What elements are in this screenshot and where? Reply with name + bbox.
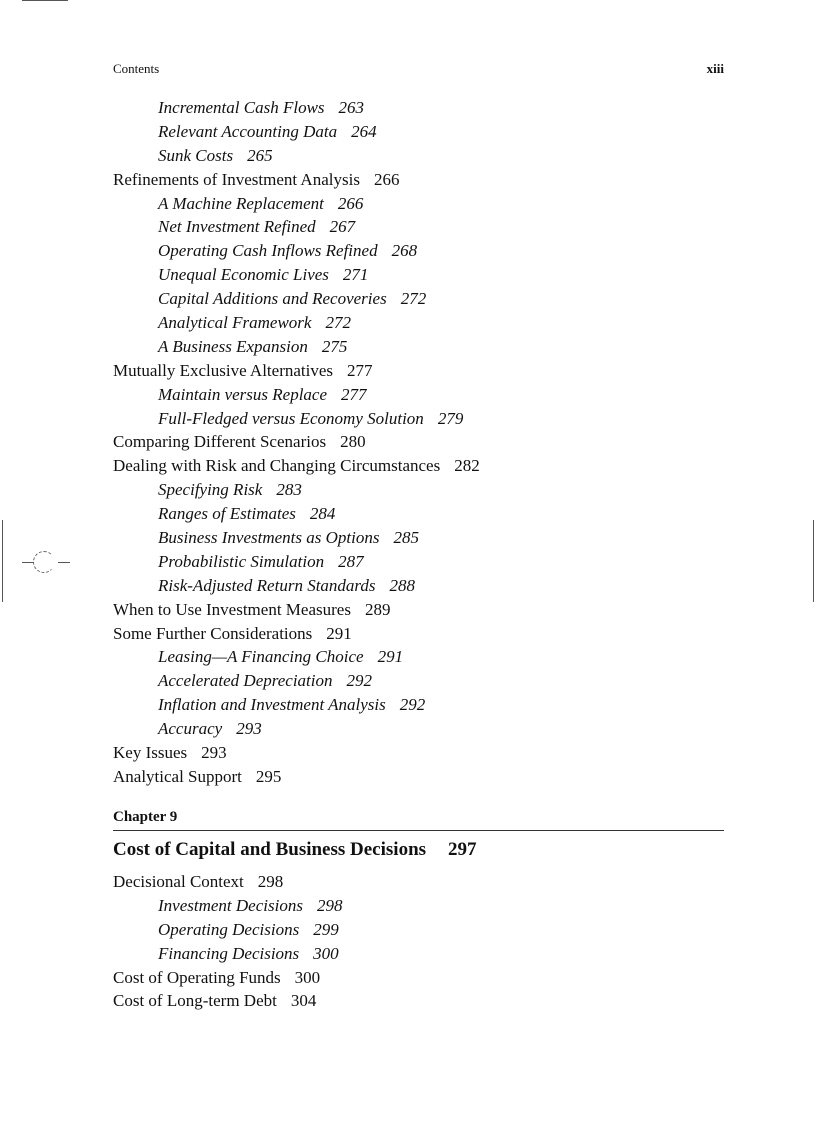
toc-subentry	[113, 645, 724, 669]
toc-entry-page: 293	[236, 719, 262, 739]
toc-entry-title: Unequal Economic Lives	[158, 265, 329, 285]
toc-entry-page: 292	[399, 695, 426, 715]
registration-mark-dash	[22, 562, 34, 563]
toc-subentry	[113, 192, 724, 216]
toc-entry-page: 298	[316, 895, 343, 915]
toc-entry-title: Leasing—A Financing Choice	[158, 647, 364, 667]
toc-entry-title: Incremental Cash Flows	[158, 98, 325, 117]
toc-entry-page: 292	[346, 671, 372, 691]
toc-subentry	[113, 942, 724, 966]
toc-entry-title: Dealing with Risk and Changing Circumstances	[113, 456, 441, 476]
toc-entry-title: Capital Additions and Recoveries	[158, 289, 387, 309]
toc-entry-title: Some Further Considerations	[113, 623, 313, 643]
toc-subentry	[113, 335, 724, 359]
toc-subentry	[113, 287, 724, 311]
toc-entry-title: Sunk Costs	[158, 145, 234, 165]
toc-entry-page: 266	[337, 193, 364, 213]
toc-entry-title: Specifying Risk	[158, 480, 263, 500]
toc-entry-page: 298	[257, 872, 284, 891]
toc-subentry	[113, 215, 724, 239]
toc-entry-title: A Machine Replacement	[158, 193, 324, 213]
toc-entry-page: 263	[338, 98, 365, 117]
toc-subentry	[113, 669, 724, 693]
toc-entry-title: Decisional Context	[113, 872, 244, 891]
toc-entry-title: Ranges of Estimates	[158, 504, 296, 524]
toc-entry-page: 300	[294, 967, 321, 987]
toc-subentry	[113, 693, 724, 717]
toc-subentry	[113, 96, 724, 120]
toc-entry	[113, 598, 724, 622]
toc-entry-page: 283	[276, 480, 302, 500]
registration-mark-icon	[33, 551, 55, 573]
toc-entry-title: Cost of Long-term Debt	[113, 991, 277, 1011]
toc-entry-title: Financing Decisions	[158, 943, 300, 963]
toc-entry-title: Relevant Accounting Data	[158, 121, 338, 141]
running-head	[113, 61, 724, 77]
toc-subentry	[113, 502, 724, 526]
toc-entry	[113, 430, 724, 454]
toc-entry-title: Maintain versus Replace	[158, 384, 328, 404]
registration-mark-dash	[58, 562, 70, 563]
toc-subentry	[113, 894, 724, 918]
toc-entry-page: 284	[309, 504, 336, 524]
toc-entry-page: 264	[351, 121, 377, 141]
chapter-contents-list	[113, 870, 724, 1013]
toc-entry	[113, 454, 724, 478]
crop-mark-left	[2, 520, 3, 602]
toc-entry-title: Operating Decisions	[158, 919, 300, 939]
running-head-page-number: xiii	[706, 61, 724, 76]
toc-subentry	[113, 918, 724, 942]
toc-entry-page: 293	[201, 743, 227, 763]
toc-entry-page: 271	[342, 265, 369, 285]
toc-entry-page: 277	[341, 384, 367, 404]
toc-entry	[113, 622, 724, 646]
toc-entry-title: Accelerated Depreciation	[158, 671, 333, 691]
toc-subentry	[113, 526, 724, 550]
toc-entry-title: Accuracy	[158, 719, 223, 739]
toc-subentry	[113, 717, 724, 741]
chapter-heading	[113, 806, 724, 868]
toc-entry-page: 304	[290, 991, 317, 1011]
chapter-rule	[113, 830, 724, 831]
toc-subentry	[113, 383, 724, 407]
contents-list	[113, 96, 724, 789]
toc-subentry	[113, 550, 724, 574]
toc-entry-page: 280	[340, 432, 366, 452]
toc-entry-page: 266	[373, 169, 400, 189]
chapter-label: Chapter 9	[113, 809, 178, 825]
crop-mark-right	[813, 520, 814, 602]
toc-entry-page: 272	[400, 289, 427, 309]
toc-entry-page: 289	[364, 599, 391, 619]
toc-entry-page: 299	[313, 919, 339, 939]
toc-entry	[113, 359, 724, 383]
toc-entry-page: 275	[321, 336, 348, 356]
toc-entry-title: Business Investments as Options	[158, 528, 380, 548]
toc-subentry	[113, 239, 724, 263]
toc-entry	[113, 966, 724, 990]
toc-entry	[113, 741, 724, 765]
toc-entry-title: Cost of Operating Funds	[113, 967, 281, 987]
toc-entry-page: 272	[325, 313, 351, 333]
toc-entry-title: When to Use Investment Measures	[113, 599, 351, 619]
toc-entry-title: Refinements of Investment Analysis	[113, 169, 360, 189]
toc-entry-page: 277	[347, 360, 373, 380]
toc-entry-page: 282	[454, 456, 480, 476]
toc-subentry	[113, 574, 724, 598]
toc-entry-page: 287	[338, 551, 364, 571]
toc-subentry	[113, 478, 724, 502]
toc-entry-page: 291	[377, 647, 404, 667]
toc-entry-page: 285	[393, 528, 419, 548]
toc-entry-page: 279	[437, 408, 464, 428]
toc-entry	[113, 870, 724, 894]
toc-entry-title: Inflation and Investment Analysis	[158, 695, 386, 715]
toc-entry-page: 295	[255, 766, 282, 786]
toc-entry-page: 300	[313, 943, 339, 963]
toc-subentry	[113, 407, 724, 431]
toc-entry-title: Full-Fledged versus Economy Solution	[158, 408, 424, 428]
toc-subentry	[113, 263, 724, 287]
toc-entry-page: 267	[329, 217, 356, 237]
chapter-title: Cost of Capital and Business Decisions	[113, 839, 427, 860]
toc-entry	[113, 989, 724, 1013]
toc-entry	[113, 765, 724, 789]
toc-entry-title: Key Issues	[113, 743, 188, 763]
chapter-page: 297	[448, 839, 477, 860]
toc-entry-title: Mutually Exclusive Alternatives	[113, 360, 334, 380]
toc-subentry	[113, 120, 724, 144]
toc-entry-title: Investment Decisions	[158, 895, 303, 915]
toc-subentry	[113, 144, 724, 168]
toc-entry-title: A Business Expansion	[158, 336, 308, 356]
toc-entry	[113, 168, 724, 192]
toc-entry-title: Risk-Adjusted Return Standards	[158, 575, 376, 595]
toc-entry-page: 291	[326, 623, 352, 643]
toc-entry-page: 265	[247, 145, 273, 165]
toc-entry-title: Net Investment Refined	[158, 217, 316, 237]
toc-entry-page: 268	[391, 241, 418, 261]
crop-mark-top	[22, 0, 68, 1]
toc-entry-title: Operating Cash Inflows Refined	[158, 241, 378, 261]
toc-entry-page: 288	[389, 575, 416, 595]
toc-entry-title: Comparing Different Scenarios	[113, 432, 327, 452]
toc-subentry	[113, 311, 724, 335]
toc-entry-title: Analytical Support	[113, 766, 242, 786]
running-head-section: Contents	[113, 61, 160, 76]
chapter-title-line	[113, 832, 724, 868]
toc-entry-title: Probabilistic Simulation	[158, 551, 325, 571]
toc-entry-title: Analytical Framework	[158, 313, 312, 333]
